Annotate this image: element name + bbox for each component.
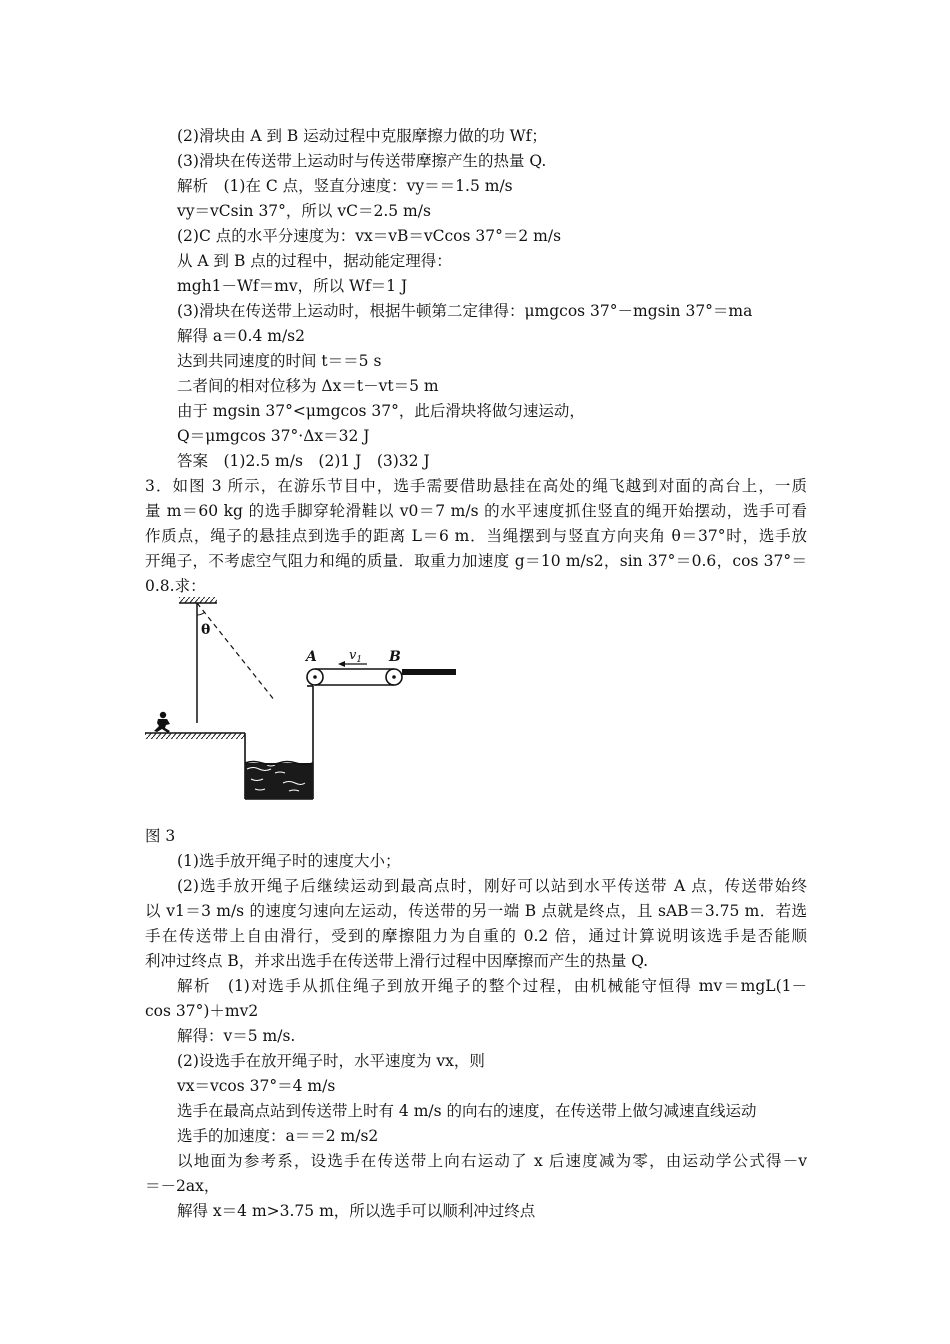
solution-line: 选手在最高点站到传送带上时有 4 m/s 的向右的速度，在传送带上做匀减速直线运动 xyxy=(177,1102,757,1120)
velocity-label: $v_1$ xyxy=(349,648,363,665)
question-1: (1)选手放开绳子时的速度大小； xyxy=(177,852,401,870)
ceiling-support xyxy=(179,597,217,603)
contestant-figure xyxy=(154,712,170,733)
problem-text: 3．如图 3 所示，在游乐节目中，选手需要借助悬挂在高处的绳飞越到对面的高台上，一质 xyxy=(145,477,807,495)
text-line: 达到共同速度的时间 t＝＝5 s xyxy=(177,352,382,370)
conveyor-belt xyxy=(307,669,402,685)
question-2: (2)选手放开绳子后继续运动到最高点时，刚好可以站到水平传送带 A 点，传送带始终 xyxy=(177,877,807,895)
figure-3-diagram xyxy=(143,593,463,805)
text-line: Q＝μmgcos 37°·Δx＝32 J xyxy=(177,427,370,445)
solution-line: 选手的加速度：a＝＝2 m/s2 xyxy=(177,1127,379,1145)
text-line: (3)滑块在传送带上运动时与传送带摩擦产生的热量 Q. xyxy=(177,152,547,170)
solution-line: ＝－2ax， xyxy=(145,1177,220,1195)
question-2: 手在传送带上自由滑行，受到的摩擦阻力为自重的 0.2 倍，通过计算说明该选手是否能顺 xyxy=(145,927,807,945)
solution-line: (2)设选手在放开绳子时，水平速度为 vx，则 xyxy=(177,1052,485,1070)
solution-line: cos 37°)＋mv2 xyxy=(145,1002,259,1020)
figure-caption: 图 3 xyxy=(145,827,176,845)
problem-text: 量 m＝60 kg 的选手脚穿轮滑鞋以 v0＝7 m/s 的水平速度抓住竖直的绳开始摆动，选手可看 xyxy=(145,502,807,520)
solution-line: 解析 (1)对选手从抓住绳子到放开绳子的整个过程，由机械能守恒得 mv＝mgL(1－ xyxy=(177,977,807,995)
text-line: vy＝vCsin 37°，所以 vC＝2.5 m/s xyxy=(177,202,431,220)
text-line: (2)滑块由 A 到 B 运动过程中克服摩擦力做的功 Wf； xyxy=(177,127,547,145)
angle-arc xyxy=(197,612,205,615)
problem-text: 0.8.求： xyxy=(145,577,206,595)
problem-text: 开绳子，不考虑空气阻力和绳的质量．取重力加速度 g＝10 m/s2，sin 37°＝0.6，cos 37°＝ xyxy=(145,552,807,570)
text-line: (2)C 点的水平分速度为：vx＝vB＝vCcos 37°＝2 m/s xyxy=(177,227,562,245)
question-2: 利冲过终点 B，并求出选手在传送带上滑行过程中因摩擦而产生的热量 Q. xyxy=(145,952,649,970)
problem-text: 作质点，绳子的悬挂点到选手的距离 L＝6 m．当绳摆到与竖直方向夹角 θ＝37°时，选手放 xyxy=(145,527,807,545)
answer-line: 答案 (1)2.5 m/s (2)1 J (3)32 J xyxy=(177,452,430,470)
rope-swing-dashed xyxy=(197,603,275,701)
text-line: 从 A 到 B 点的过程中，据动能定理得： xyxy=(177,252,452,270)
theta-label: θ xyxy=(201,622,211,638)
text-line: 解析 (1)在 C 点，竖直分速度：vy＝＝1.5 m/s xyxy=(177,177,513,195)
text-line: 解得 a＝0.4 m/s2 xyxy=(177,327,305,345)
question-2: 以 v1＝3 m/s 的速度匀速向左运动，传送带的另一端 B 点就是终点，且 sAB＝3.75 m．若选 xyxy=(145,902,807,920)
solution-line: 解得 x＝4 m>3.75 m，所以选手可以顺利冲过终点 xyxy=(177,1202,536,1220)
left-ground xyxy=(145,733,245,739)
water-pit xyxy=(245,762,313,800)
text-line: 由于 mgsin 37°<μmgcos 37°，此后滑块将做匀速运动， xyxy=(177,402,585,420)
text-line: (3)滑块在传送带上运动时，根据牛顿第二定律得：μmgcos 37°－mgsin 37°＝ma xyxy=(177,302,753,320)
point-a-label: A xyxy=(306,649,317,665)
solution-line: 以地面为参考系，设选手在传送带上向右运动了 x 后速度减为零，由运动学公式得－v xyxy=(177,1152,807,1170)
point-b-label: B xyxy=(389,649,401,665)
text-line: 二者间的相对位移为 Δx＝t－vt＝5 m xyxy=(177,377,439,395)
solution-line: 解得：v＝5 m/s. xyxy=(177,1027,296,1045)
solution-line: vx＝vcos 37°＝4 m/s xyxy=(177,1077,336,1095)
finish-platform xyxy=(402,669,456,675)
text-line: mgh1－Wf＝mv，所以 Wf＝1 J xyxy=(177,277,408,295)
